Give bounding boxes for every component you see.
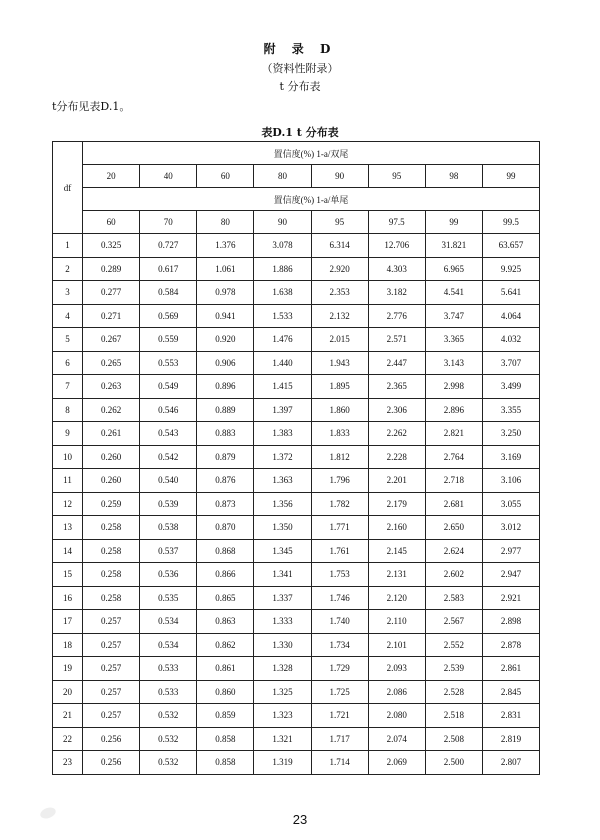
table-cell: 0.259 bbox=[83, 492, 140, 516]
table-cell: 3.078 bbox=[254, 234, 311, 258]
one-tail-level: 95 bbox=[311, 211, 368, 234]
df-value: 14 bbox=[53, 539, 83, 563]
table-cell: 2.086 bbox=[368, 680, 425, 704]
table-cell: 0.883 bbox=[197, 422, 254, 446]
table-row bbox=[53, 351, 540, 375]
table-cell: 2.807 bbox=[482, 751, 539, 775]
table-cell: 1.356 bbox=[254, 492, 311, 516]
table-cell: 1.363 bbox=[254, 469, 311, 493]
df-value: 21 bbox=[53, 704, 83, 728]
table-cell: 1.753 bbox=[311, 563, 368, 587]
table-row bbox=[53, 539, 540, 563]
two-tail-level: 99 bbox=[482, 165, 539, 188]
table-caption: 表D.1 t 分布表 bbox=[261, 126, 339, 139]
table-cell: 1.796 bbox=[311, 469, 368, 493]
two-tail-level: 60 bbox=[197, 165, 254, 188]
df-value: 10 bbox=[53, 445, 83, 469]
two-tail-level: 95 bbox=[368, 165, 425, 188]
table-cell: 1.440 bbox=[254, 351, 311, 375]
table-cell: 2.179 bbox=[368, 492, 425, 516]
table-cell: 0.532 bbox=[140, 727, 197, 751]
table-row bbox=[53, 751, 540, 775]
df-value: 19 bbox=[53, 657, 83, 681]
one-tail-level: 99.5 bbox=[482, 211, 539, 234]
table-cell: 3.012 bbox=[482, 516, 539, 540]
table-row bbox=[53, 469, 540, 493]
one-tail-level: 97.5 bbox=[368, 211, 425, 234]
table-row bbox=[53, 281, 540, 305]
table-cell: 0.896 bbox=[197, 375, 254, 399]
table-cell: 1.341 bbox=[254, 563, 311, 587]
table-cell: 0.553 bbox=[140, 351, 197, 375]
appendix-subject: t 分布表 bbox=[279, 80, 321, 93]
intro-text: t分布见表D.1。 bbox=[52, 100, 131, 113]
table-row bbox=[53, 586, 540, 610]
table-cell: 1.321 bbox=[254, 727, 311, 751]
table-cell: 3.707 bbox=[482, 351, 539, 375]
table-cell: 0.617 bbox=[140, 257, 197, 281]
table-cell: 0.289 bbox=[83, 257, 140, 281]
table-cell: 2.831 bbox=[482, 704, 539, 728]
one-tail-level: 99 bbox=[425, 211, 482, 234]
table-cell: 2.365 bbox=[368, 375, 425, 399]
table-cell: 2.898 bbox=[482, 610, 539, 634]
table-cell: 1.337 bbox=[254, 586, 311, 610]
table-cell: 2.132 bbox=[311, 304, 368, 328]
table-cell: 2.120 bbox=[368, 586, 425, 610]
page-number: 23 bbox=[292, 812, 308, 827]
table-cell: 0.533 bbox=[140, 680, 197, 704]
two-tail-level: 40 bbox=[140, 165, 197, 188]
one-tail-level: 80 bbox=[197, 211, 254, 234]
table-cell: 2.228 bbox=[368, 445, 425, 469]
table-cell: 1.725 bbox=[311, 680, 368, 704]
table-row bbox=[53, 657, 540, 681]
table-cell: 2.571 bbox=[368, 328, 425, 352]
df-value: 15 bbox=[53, 563, 83, 587]
one-tail-level: 70 bbox=[140, 211, 197, 234]
table-cell: 2.500 bbox=[425, 751, 482, 775]
table-cell: 0.257 bbox=[83, 680, 140, 704]
table-cell: 0.542 bbox=[140, 445, 197, 469]
table-cell: 0.876 bbox=[197, 469, 254, 493]
table-cell: 1.319 bbox=[254, 751, 311, 775]
table-cell: 0.941 bbox=[197, 304, 254, 328]
table-cell: 1.350 bbox=[254, 516, 311, 540]
table-cell: 3.747 bbox=[425, 304, 482, 328]
table-cell: 0.256 bbox=[83, 751, 140, 775]
table-cell: 0.260 bbox=[83, 469, 140, 493]
table-cell: 1.782 bbox=[311, 492, 368, 516]
table-cell: 0.267 bbox=[83, 328, 140, 352]
table-cell: 1.717 bbox=[311, 727, 368, 751]
table-cell: 1.383 bbox=[254, 422, 311, 446]
table-cell: 2.508 bbox=[425, 727, 482, 751]
table-cell: 2.624 bbox=[425, 539, 482, 563]
df-value: 22 bbox=[53, 727, 83, 751]
table-cell: 0.532 bbox=[140, 751, 197, 775]
df-value: 20 bbox=[53, 680, 83, 704]
table-cell: 2.131 bbox=[368, 563, 425, 587]
table-cell: 3.182 bbox=[368, 281, 425, 305]
table-cell: 1.943 bbox=[311, 351, 368, 375]
table-cell: 2.080 bbox=[368, 704, 425, 728]
table-cell: 0.860 bbox=[197, 680, 254, 704]
df-value: 23 bbox=[53, 751, 83, 775]
table-cell: 2.921 bbox=[482, 586, 539, 610]
table-cell: 6.314 bbox=[311, 234, 368, 258]
df-value: 18 bbox=[53, 633, 83, 657]
table-cell: 0.868 bbox=[197, 539, 254, 563]
table-cell: 0.260 bbox=[83, 445, 140, 469]
table-cell: 3.055 bbox=[482, 492, 539, 516]
one-tail-levels-row bbox=[53, 211, 540, 234]
table-cell: 4.303 bbox=[368, 257, 425, 281]
table-cell: 0.535 bbox=[140, 586, 197, 610]
table-cell: 5.641 bbox=[482, 281, 539, 305]
table-cell: 3.143 bbox=[425, 351, 482, 375]
table-row bbox=[53, 328, 540, 352]
two-tail-level: 90 bbox=[311, 165, 368, 188]
table-cell: 1.895 bbox=[311, 375, 368, 399]
table-cell: 1.476 bbox=[254, 328, 311, 352]
table-cell: 0.978 bbox=[197, 281, 254, 305]
table-cell: 6.965 bbox=[425, 257, 482, 281]
df-value: 3 bbox=[53, 281, 83, 305]
df-value: 13 bbox=[53, 516, 83, 540]
table-cell: 2.528 bbox=[425, 680, 482, 704]
table-cell: 0.569 bbox=[140, 304, 197, 328]
table-cell: 0.870 bbox=[197, 516, 254, 540]
table-cell: 2.201 bbox=[368, 469, 425, 493]
table-cell: 0.539 bbox=[140, 492, 197, 516]
table-cell: 2.160 bbox=[368, 516, 425, 540]
table-cell: 0.258 bbox=[83, 516, 140, 540]
table-cell: 0.265 bbox=[83, 351, 140, 375]
one-tail-header: 置信度(%) 1-a/单尾 bbox=[83, 188, 540, 211]
df-value: 7 bbox=[53, 375, 83, 399]
table-cell: 0.549 bbox=[140, 375, 197, 399]
table-cell: 0.873 bbox=[197, 492, 254, 516]
table-cell: 2.718 bbox=[425, 469, 482, 493]
df-value: 6 bbox=[53, 351, 83, 375]
table-cell: 2.878 bbox=[482, 633, 539, 657]
table-cell: 4.541 bbox=[425, 281, 482, 305]
table-cell: 2.539 bbox=[425, 657, 482, 681]
table-cell: 0.262 bbox=[83, 398, 140, 422]
table-cell: 1.376 bbox=[197, 234, 254, 258]
two-tail-level: 98 bbox=[425, 165, 482, 188]
table-row bbox=[53, 610, 540, 634]
table-cell: 0.256 bbox=[83, 727, 140, 751]
table-cell: 0.257 bbox=[83, 657, 140, 681]
table-cell: 0.920 bbox=[197, 328, 254, 352]
table-cell: 0.257 bbox=[83, 610, 140, 634]
table-cell: 1.345 bbox=[254, 539, 311, 563]
df-value: 16 bbox=[53, 586, 83, 610]
table-cell: 31.821 bbox=[425, 234, 482, 258]
table-cell: 2.518 bbox=[425, 704, 482, 728]
table-cell: 2.093 bbox=[368, 657, 425, 681]
table-cell: 2.896 bbox=[425, 398, 482, 422]
df-value: 2 bbox=[53, 257, 83, 281]
table-cell: 1.061 bbox=[197, 257, 254, 281]
df-value: 9 bbox=[53, 422, 83, 446]
table-body bbox=[53, 142, 540, 775]
table-cell: 1.714 bbox=[311, 751, 368, 775]
table-cell: 2.101 bbox=[368, 633, 425, 657]
table-cell: 1.812 bbox=[311, 445, 368, 469]
table-cell: 0.866 bbox=[197, 563, 254, 587]
table-cell: 0.859 bbox=[197, 704, 254, 728]
table-cell: 2.920 bbox=[311, 257, 368, 281]
table-row bbox=[53, 445, 540, 469]
table-cell: 1.397 bbox=[254, 398, 311, 422]
table-cell: 2.552 bbox=[425, 633, 482, 657]
table-cell: 1.771 bbox=[311, 516, 368, 540]
table-cell: 0.863 bbox=[197, 610, 254, 634]
table-cell: 3.169 bbox=[482, 445, 539, 469]
table-cell: 0.906 bbox=[197, 351, 254, 375]
table-cell: 2.681 bbox=[425, 492, 482, 516]
table-cell: 3.355 bbox=[482, 398, 539, 422]
table-cell: 1.761 bbox=[311, 539, 368, 563]
appendix-note: （资料性附录） bbox=[261, 62, 339, 75]
table-cell: 2.074 bbox=[368, 727, 425, 751]
table-cell: 0.862 bbox=[197, 633, 254, 657]
table-cell: 2.447 bbox=[368, 351, 425, 375]
table-cell: 1.330 bbox=[254, 633, 311, 657]
table-cell: 1.325 bbox=[254, 680, 311, 704]
table-row bbox=[53, 516, 540, 540]
one-tail-level: 60 bbox=[83, 211, 140, 234]
df-header: df bbox=[53, 142, 83, 234]
table-cell: 0.584 bbox=[140, 281, 197, 305]
table-row bbox=[53, 492, 540, 516]
table-cell: 2.819 bbox=[482, 727, 539, 751]
table-cell: 0.277 bbox=[83, 281, 140, 305]
table-row bbox=[53, 727, 540, 751]
table-cell: 3.250 bbox=[482, 422, 539, 446]
table-cell: 2.845 bbox=[482, 680, 539, 704]
t-distribution-table bbox=[52, 141, 540, 775]
table-cell: 0.263 bbox=[83, 375, 140, 399]
df-value: 8 bbox=[53, 398, 83, 422]
table-cell: 1.886 bbox=[254, 257, 311, 281]
table-cell: 2.821 bbox=[425, 422, 482, 446]
table-cell: 1.746 bbox=[311, 586, 368, 610]
table-row bbox=[53, 304, 540, 328]
table-cell: 0.261 bbox=[83, 422, 140, 446]
table-cell: 0.889 bbox=[197, 398, 254, 422]
table-cell: 1.734 bbox=[311, 633, 368, 657]
table-cell: 0.534 bbox=[140, 610, 197, 634]
df-value: 12 bbox=[53, 492, 83, 516]
table-cell: 63.657 bbox=[482, 234, 539, 258]
table-cell: 2.764 bbox=[425, 445, 482, 469]
table-cell: 0.861 bbox=[197, 657, 254, 681]
one-tail-level: 90 bbox=[254, 211, 311, 234]
two-tail-label-row bbox=[53, 142, 540, 165]
two-tail-level: 20 bbox=[83, 165, 140, 188]
df-value: 17 bbox=[53, 610, 83, 634]
table-cell: 2.069 bbox=[368, 751, 425, 775]
one-tail-label-row bbox=[53, 188, 540, 211]
table-cell: 2.776 bbox=[368, 304, 425, 328]
table-cell: 2.583 bbox=[425, 586, 482, 610]
table-cell: 2.306 bbox=[368, 398, 425, 422]
table-cell: 2.998 bbox=[425, 375, 482, 399]
table-cell: 0.559 bbox=[140, 328, 197, 352]
table-cell: 1.721 bbox=[311, 704, 368, 728]
table-cell: 0.858 bbox=[197, 727, 254, 751]
table-cell: 4.064 bbox=[482, 304, 539, 328]
table-cell: 0.258 bbox=[83, 539, 140, 563]
table-cell: 1.372 bbox=[254, 445, 311, 469]
table-row bbox=[53, 257, 540, 281]
table-cell: 0.325 bbox=[83, 234, 140, 258]
table-cell: 0.858 bbox=[197, 751, 254, 775]
appendix-title: 附 录 D bbox=[263, 42, 337, 56]
df-value: 4 bbox=[53, 304, 83, 328]
table-cell: 0.258 bbox=[83, 563, 140, 587]
table-cell: 0.257 bbox=[83, 704, 140, 728]
table-cell: 0.533 bbox=[140, 657, 197, 681]
table-cell: 1.333 bbox=[254, 610, 311, 634]
table-cell: 3.499 bbox=[482, 375, 539, 399]
table-cell: 0.537 bbox=[140, 539, 197, 563]
table-row bbox=[53, 633, 540, 657]
table-cell: 0.865 bbox=[197, 586, 254, 610]
table-cell: 1.328 bbox=[254, 657, 311, 681]
table-cell: 0.532 bbox=[140, 704, 197, 728]
table-cell: 2.145 bbox=[368, 539, 425, 563]
table-row bbox=[53, 422, 540, 446]
table-row bbox=[53, 704, 540, 728]
table-cell: 1.833 bbox=[311, 422, 368, 446]
table-cell: 0.540 bbox=[140, 469, 197, 493]
table-cell: 1.533 bbox=[254, 304, 311, 328]
two-tail-header: 置信度(%) 1-a/双尾 bbox=[83, 142, 540, 165]
table-cell: 0.543 bbox=[140, 422, 197, 446]
table-cell: 2.567 bbox=[425, 610, 482, 634]
table-row bbox=[53, 398, 540, 422]
table-cell: 0.879 bbox=[197, 445, 254, 469]
table-cell: 2.977 bbox=[482, 539, 539, 563]
table-cell: 2.947 bbox=[482, 563, 539, 587]
table-cell: 2.861 bbox=[482, 657, 539, 681]
table-cell: 2.262 bbox=[368, 422, 425, 446]
table-cell: 1.323 bbox=[254, 704, 311, 728]
table-cell: 1.638 bbox=[254, 281, 311, 305]
table-cell: 1.415 bbox=[254, 375, 311, 399]
table-cell: 12.706 bbox=[368, 234, 425, 258]
table-cell: 0.727 bbox=[140, 234, 197, 258]
table-cell: 0.538 bbox=[140, 516, 197, 540]
table-cell: 3.365 bbox=[425, 328, 482, 352]
table-cell: 9.925 bbox=[482, 257, 539, 281]
table-cell: 0.258 bbox=[83, 586, 140, 610]
two-tail-level: 80 bbox=[254, 165, 311, 188]
table-cell: 4.032 bbox=[482, 328, 539, 352]
table-cell: 0.534 bbox=[140, 633, 197, 657]
table-cell: 2.015 bbox=[311, 328, 368, 352]
table-cell: 0.257 bbox=[83, 633, 140, 657]
table-cell: 2.353 bbox=[311, 281, 368, 305]
table-cell: 1.860 bbox=[311, 398, 368, 422]
table-cell: 3.106 bbox=[482, 469, 539, 493]
table-cell: 0.536 bbox=[140, 563, 197, 587]
table-cell: 2.602 bbox=[425, 563, 482, 587]
table-row bbox=[53, 680, 540, 704]
two-tail-levels-row bbox=[53, 165, 540, 188]
table-cell: 1.729 bbox=[311, 657, 368, 681]
table-cell: 0.546 bbox=[140, 398, 197, 422]
table-cell: 2.110 bbox=[368, 610, 425, 634]
df-value: 1 bbox=[53, 234, 83, 258]
table-cell: 2.650 bbox=[425, 516, 482, 540]
table-row bbox=[53, 234, 540, 258]
table-row bbox=[53, 375, 540, 399]
df-value: 5 bbox=[53, 328, 83, 352]
table-row bbox=[53, 563, 540, 587]
df-value: 11 bbox=[53, 469, 83, 493]
table-cell: 1.740 bbox=[311, 610, 368, 634]
table-cell: 0.271 bbox=[83, 304, 140, 328]
